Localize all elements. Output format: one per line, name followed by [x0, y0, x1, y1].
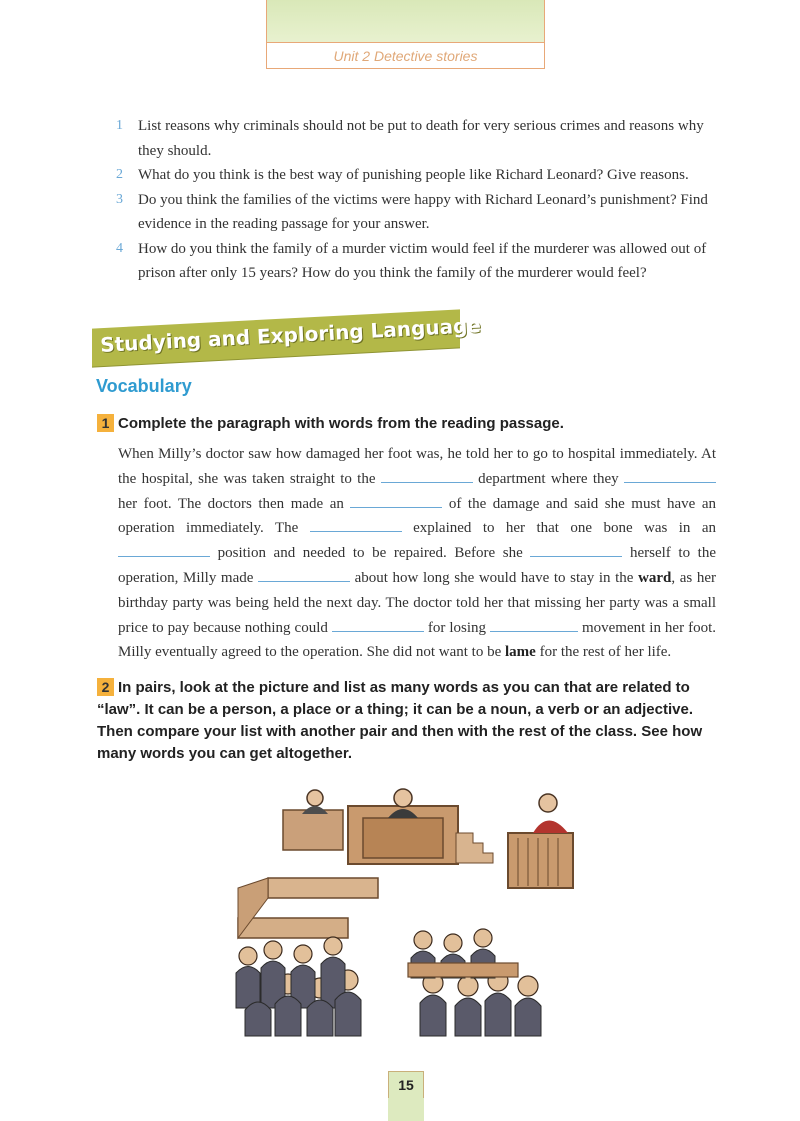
task-instruction: In pairs, look at the picture and list as many words as you can that are related to “law”. It can be a person, a place or a thing; it can be a noun, a verb or an adjective. Then compare your list with another pair and then with the rest of the class. See how many words you can get altogether. [97, 679, 703, 762]
cloze-paragraph [118, 442, 716, 665]
answer-blank[interactable] [310, 519, 402, 532]
question-number: 3 [116, 191, 123, 207]
paragraph-text: movement in her foot. Milly eventually agreed to the operation. She did not want to be [118, 619, 716, 661]
answer-blank[interactable] [258, 569, 350, 582]
answer-blank[interactable] [332, 619, 424, 632]
paragraph-text: for the rest of her life. [535, 644, 672, 661]
paragraph-text: department where they [472, 470, 624, 487]
task-2 [97, 677, 722, 765]
section-banner [92, 313, 482, 359]
bold-word: lame [505, 644, 536, 661]
counsel-table [268, 878, 378, 898]
question-text: List reasons why criminals should not be put to death for very serious crimes and reasons why they should. [138, 118, 704, 159]
vocabulary-heading: Vocabulary [96, 376, 192, 396]
answer-blank[interactable] [381, 470, 473, 483]
question-text: How do you think the family of a murder victim would feel if the murderer was allowed out of prison after only 15 years? How do you think the family of the murderer would feel? [138, 240, 707, 281]
list-item [116, 237, 722, 286]
answer-blank[interactable] [118, 544, 210, 557]
banner-pattern [267, 0, 544, 43]
paragraph-text: about how long she would have to stay in the [350, 569, 639, 586]
question-text: What do you think is the best way of punishing people like Richard Leonard? Give reasons. [138, 167, 689, 183]
clerk-desk [283, 810, 343, 850]
answer-blank[interactable] [490, 619, 578, 632]
paragraph-text: herself to the operation, Milly made [118, 545, 716, 586]
list-item [116, 114, 722, 163]
task-1-heading [97, 414, 564, 433]
paragraph-text: of the damage and said she must have an operation immediately. The [118, 495, 716, 537]
paragraph-text: When Milly’s doctor saw how damaged her foot was, he told her to go to hospital immediately. At the hospital, she was taken straight to the [118, 446, 716, 487]
unit-label: Unit 2 Detective stories [333, 48, 478, 64]
paragraph-text: , as her birthday party was being held the next day. The doctor told her that missing her party was a small price to pay because nothing could [118, 569, 716, 636]
paragraph-text: for losing [423, 619, 490, 636]
task-number-badge: 1 [97, 414, 114, 432]
list-item [116, 188, 722, 237]
question-number: 4 [116, 240, 123, 256]
answer-blank[interactable] [624, 470, 716, 483]
page-number: 15 [388, 1071, 424, 1098]
list-item [116, 163, 722, 188]
courtroom-illustration [228, 778, 588, 1038]
answer-blank[interactable] [530, 544, 622, 557]
judge-figure [394, 789, 412, 807]
paragraph-text: explained to her that one bone was in an [401, 520, 716, 537]
task-instruction: Complete the paragraph with words from the reading passage. [118, 415, 564, 432]
question-number: 2 [116, 167, 123, 182]
page-number-tab [388, 1071, 424, 1121]
section-title: Studying and Exploring Language [99, 313, 482, 357]
question-text: Do you think the families of the victims were happy with Richard Leonard’s punishment? Find evidence in the reading passage for your answer. [138, 191, 708, 232]
question-number: 1 [116, 118, 123, 133]
unit-banner [266, 0, 545, 69]
answer-blank[interactable] [350, 495, 442, 508]
discussion-questions [116, 114, 722, 286]
bold-word: ward [638, 569, 672, 586]
task-number-badge: 2 [97, 678, 114, 696]
paragraph-text: position and needed to be repaired. Before she [210, 545, 531, 562]
paragraph-text: her foot. The doctors then made an [118, 495, 351, 512]
